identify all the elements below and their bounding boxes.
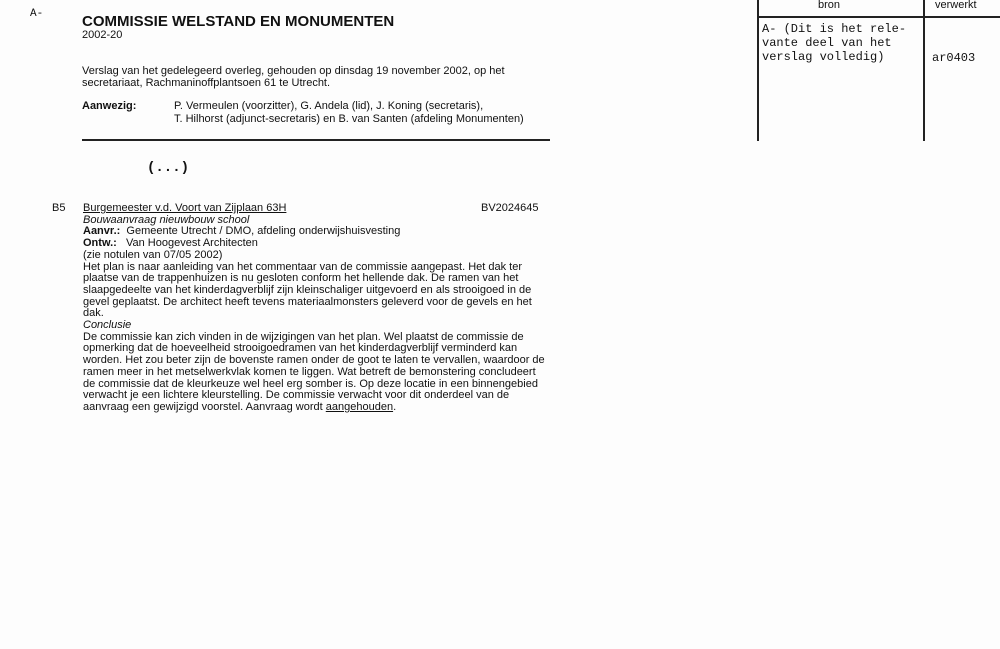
header-divider — [82, 139, 550, 141]
source-line: vante deel van het — [762, 36, 892, 50]
column-header-processed: verwerkt — [935, 0, 977, 11]
processed-code: ar0403 — [932, 51, 976, 65]
conclusion-label: Conclusie — [83, 319, 132, 331]
body-line: plaatse van de trappenhuizen is nu gesloten conform het hellende dak. De ramen van het — [83, 272, 519, 285]
item-code: B5 — [52, 202, 66, 214]
conclusion-line: De commissie kan zich vinden in de wijzigingen van het plan. Wel plaatst de commissie de — [83, 330, 524, 343]
conclusion-line: ramen meer in het metselwerkvlak komen te liggen. Wat betreft de bemonstering concludeert — [83, 365, 536, 378]
document-title: COMMISSIE WELSTAND EN MONUMENTEN — [82, 13, 395, 30]
conclusion-line: worden. Het zou beter zijn de bovenste ramen onder de goot te laten te vervallen, waardoor de — [83, 354, 545, 367]
present-line-1: P. Vermeulen (voorzitter), G. Andela (lid), J. Koning (secretaris), — [174, 100, 484, 112]
applicant-label: Aanvr.: — [83, 225, 121, 238]
body-line: Het plan is naar aanleiding van het commentaar van de commissie aangepast. Het dak ter — [83, 260, 523, 273]
source-line: A- (Dit is het rele- — [762, 22, 907, 36]
intro-line-2: secretariaat, Rachmaninoffplantsoen 61 te Utrecht. — [82, 77, 331, 89]
conclusion-line: opmerking dat de hoeveelheid strooigoedramen van het kinderdagverblijf verminderd kan — [83, 342, 518, 355]
final-status: aangehouden — [325, 400, 394, 413]
item-address: Burgemeester v.d. Voort van Zijplaan 63H — [83, 202, 287, 214]
column-header-source: bron — [818, 0, 841, 11]
body-line: dak. — [83, 307, 104, 320]
applicant: Gemeente Utrecht / DMO, afdeling onderwijshuisvesting — [126, 225, 401, 238]
document-number: 2002-20 — [82, 29, 123, 41]
conclusion-line: de commissie dat de kleurkeuze wel heel erg somber is. Op deze locatie in een binnengebied — [83, 377, 538, 390]
ellipsis: (...) — [147, 160, 190, 176]
final-period: . — [393, 400, 397, 413]
body-line: slaapgedeelte van het kinderdagverblijf zijn kleinschaliger uitgevoerd en als strooigoed in de — [83, 283, 532, 296]
table-column-divider — [923, 0, 925, 141]
source-line: verslag volledig) — [762, 50, 885, 64]
designer: Van Hoogevest Architecten — [125, 237, 258, 250]
body-line: gevel geplaatst. De architect heeft tevens materiaalmonsters geleverd voor de gevels en het — [83, 295, 532, 308]
present-label: Aanwezig: — [82, 100, 137, 112]
table-header-line — [758, 16, 1000, 18]
table-left-border — [757, 0, 759, 141]
intro-line-1: Verslag van het gedelegeerd overleg, gehouden op dinsdag 19 november 2002, op het — [82, 65, 505, 77]
conclusion-line: verwacht je een lichtere kleurstelling. De commissie verwacht voor dit onderdeel van de — [83, 389, 510, 402]
item-reference: BV2024645 — [481, 202, 539, 214]
designer-label: Ontw.: — [83, 237, 117, 250]
item-subject: Bouwaanvraag nieuwbouw school — [83, 213, 250, 226]
final-line: aanvraag een gewijzigd voorstel. Aanvraag wordt — [83, 400, 326, 413]
present-line-2: T. Hilhorst (adjunct-secretaris) en B. van Santen (afdeling Monumenten) — [174, 113, 524, 125]
margin-mark: A- — [30, 8, 44, 20]
see-minutes: (zie notulen van 07/05 2002) — [83, 248, 223, 261]
